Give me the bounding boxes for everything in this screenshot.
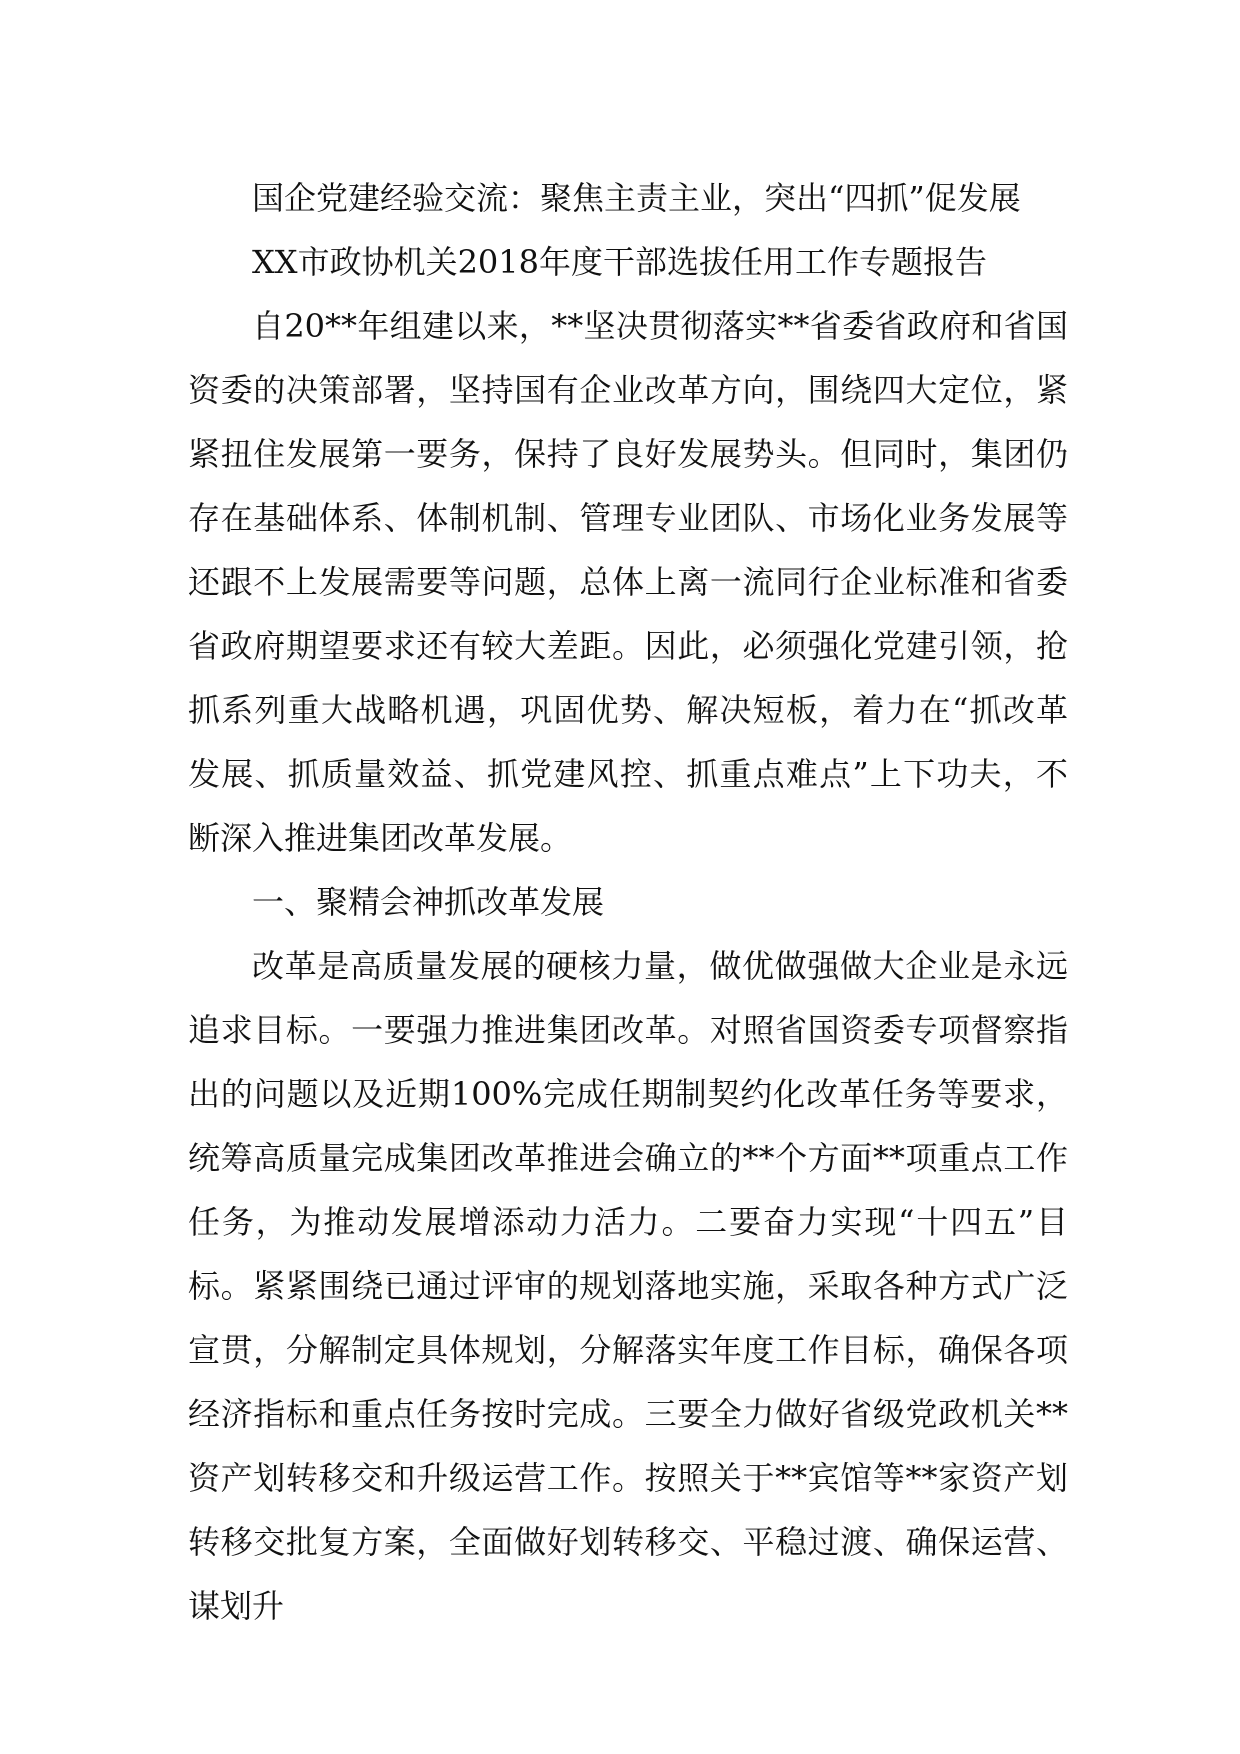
document-body xyxy=(188,166,1068,1638)
document-subtitle: XX市政协机关2018年度干部选拔任用工作专题报告 xyxy=(252,243,988,281)
section-paragraph: 改革是高质量发展的硬核力量，做优做强做大企业是永远追求目标。一要强力推进集团改革。对照省国资委专项督察指出的问题以及近期100%完成任期制契约化改革任务等要求，统筹高质量完成集团改革推进会确立的**个方面**项重点工作任务，为推动发展增添动力活力。二要奋力实现“十四五”目标。紧紧围绕已通过评审的规划落地实施，采取各种方式广泛宣贯，分解制定具体规划，分解落实年度工作目标，确保各项经济指标和重点任务按时完成。三要全力做好省级党政机关**资产划转移交和升级运营工作。按照关于**宾馆等**家资产划转移交批复方案，全面做好划转移交、平稳过渡、确保运营、谋划升 xyxy=(188,947,1068,1625)
document-title: 国企党建经验交流：聚焦主责主业，突出“四抓”促发展 xyxy=(252,179,1021,217)
intro-paragraph: 自20**年组建以来，**坚决贯彻落实**省委省政府和省国资委的决策部署，坚持国有企业改革方向，围绕四大定位，紧紧扭住发展第一要务，保持了良好发展势头。但同时，集团仍存在基础体系、体制机制、管理专业团队、市场化业务发展等还跟不上发展需要等问题，总体上离一流同行企业标准和省委省政府期望要求还有较大差距。因此，必须强化党建引领，抢抓系列重大战略机遇，巩固优势、解决短板，着力在“抓改革发展、抓质量效益、抓党建风控、抓重点难点”上下功夫，不断深入推进集团改革发展。 xyxy=(188,307,1068,857)
section-heading: 一、聚精会神抓改革发展 xyxy=(252,883,605,921)
